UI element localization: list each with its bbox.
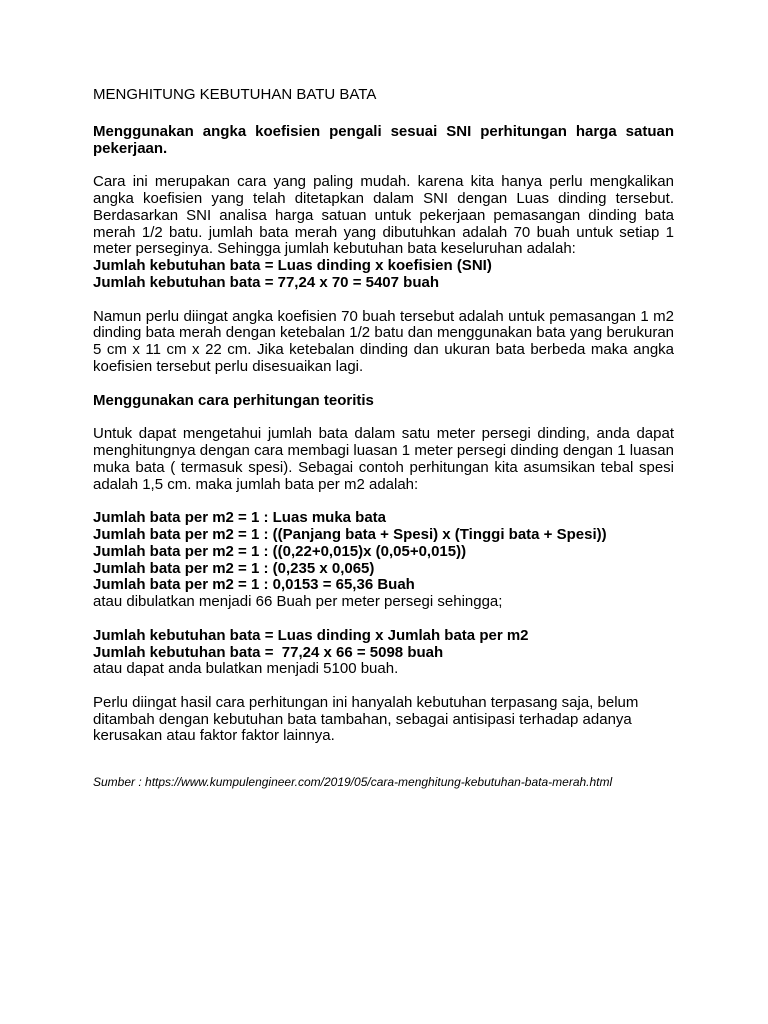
section1-paragraph: Cara ini merupakan cara yang paling mudah. karena kita hanya perlu mengkalikan angka koefisien yang telah ditetapkan dalam SNI dengan Luas dinding tersebut. Berdasarkan SNI analisa harga satuan untuk pekerjaan pemasangan dinding bata merah 1/2 batu. jumlah bata merah yang dibutuhkan adalah 70 buah untuk setiap 1 meter perseginya. Sehingga jumlah kebutuhan bata keseluruhan adalah: bbox=[93, 173, 674, 258]
section1-note: Namun perlu diingat angka koefisien 70 buah tersebut adalah untuk pemasangan 1 m2 dinding bata merah dengan ketebalan 1/2 batu dan menggunakan bata yang berukuran 5 cm x 11 cm x 22 cm. Jika ketebalan dinding dan ukuran bata berbeda maka angka koefisien tersebut perlu disesuaikan lagi. bbox=[93, 307, 674, 375]
section2-paragraph: Untuk dapat mengetahui jumlah bata dalam satu meter persegi dinding, anda dapat menghitungnya dengan cara membagi luasan 1 meter persegi dinding dengan 1 luasan muka bata ( termasuk spesi). Sebagai contoh perhitungan kita asumsikan tebal spesi adalah 1,5 cm. maka jumlah bata per m2 adalah: bbox=[93, 425, 674, 493]
source-citation: Sumber : https://www.kumpulengineer.com/2019/05/cara-menghitung-kebutuhan-bata-merah.html bbox=[93, 775, 613, 790]
total-formula-general: Jumlah kebutuhan bata = Luas dinding x Jumlah bata per m2 bbox=[93, 626, 529, 644]
formula-line: Jumlah bata per m2 = 1 : ((0,22+0,015)x (0,05+0,015)) bbox=[93, 542, 467, 560]
formula-line: Jumlah bata per m2 = 1 : (0,235 x 0,065) bbox=[93, 559, 375, 577]
formula-line: Jumlah bata per m2 = 1 : ((Panjang bata + Spesi) x (Tinggi bata + Spesi)) bbox=[93, 525, 607, 543]
section1-body bbox=[93, 174, 674, 292]
total-rounding-note: atau dapat anda bulatkan menjadi 5100 buah. bbox=[93, 660, 399, 678]
rounding-note: atau dibulatkan menjadi 66 Buah per meter persegi sehingga; bbox=[93, 593, 503, 611]
section1-heading: Menggunakan angka koefisien pengali sesuai SNI perhitungan harga satuan pekerjaan. bbox=[93, 122, 674, 157]
document-page bbox=[93, 87, 674, 789]
formula-line: Jumlah bata per m2 = 1 : Luas muka bata bbox=[93, 509, 387, 527]
brick-per-m2-calculation bbox=[93, 510, 674, 611]
closing-paragraph: Perlu diingat hasil cara perhitungan ini hanyalah kebutuhan terpasang saja, belum ditambah dengan kebutuhan bata tambahan, sebagai antisipasi terhadap adanya kerusakan atau faktor faktor lainnya. bbox=[93, 693, 639, 745]
formula-line: Jumlah bata per m2 = 1 : 0,0153 = 65,36 Buah bbox=[93, 576, 415, 594]
document-title: MENGHITUNG KEBUTUHAN BATU BATA bbox=[93, 86, 377, 103]
sni-formula-result: Jumlah kebutuhan bata = 77,24 x 70 = 5407 buah bbox=[93, 273, 439, 291]
total-formula-result: Jumlah kebutuhan bata = 77,24 x 66 = 5098 buah bbox=[93, 643, 444, 661]
sni-formula-general: Jumlah kebutuhan bata = Luas dinding x koefisien (SNI) bbox=[93, 257, 492, 275]
total-brick-calculation bbox=[93, 628, 674, 678]
section2-heading: Menggunakan cara perhitungan teoritis bbox=[93, 391, 374, 409]
